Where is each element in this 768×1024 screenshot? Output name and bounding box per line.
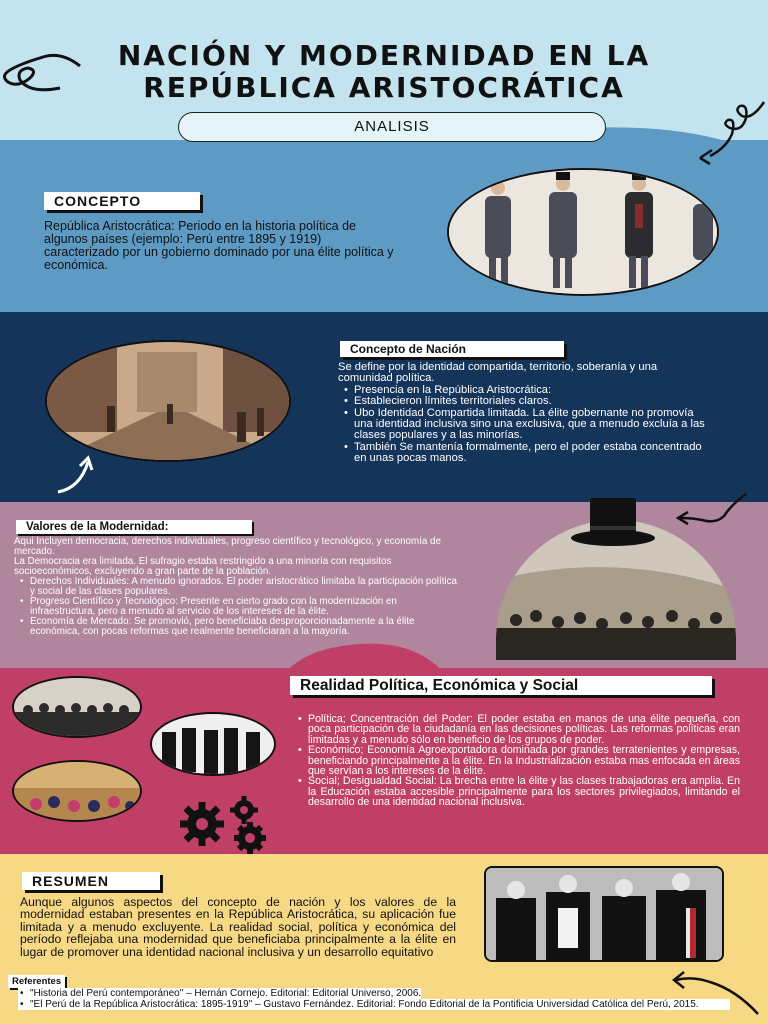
list-item: • Establecieron límites territoriales claros. (342, 396, 712, 407)
subtitle-pill: ANALISIS (178, 112, 606, 142)
list-item: • Economía de Mercado: Se promovió, pero beneficiaba desproporcionadamente a la élite económica, con pocas reformas que realmente beneficiaran a la mayoría. (18, 617, 458, 637)
nacion-intro: Se define por la identidad compartida, territorio, soberanía y una comunidad política. (338, 361, 658, 385)
realidad-list (296, 714, 740, 808)
list-item: • Social; Desigualdad Social: La brecha entre la élite y las clases trabajadoras era amplia. En la Educación estaba accesible principalmente para los sectores privilegiados, limitando el desarrollo de una identidad nacional inclusiva. (296, 776, 740, 807)
gears-icon (172, 794, 284, 854)
title-line-1: NACIÓN Y MODERNIDAD EN LA (117, 39, 651, 72)
reference-item (18, 999, 730, 1010)
arrow-valores-icon (672, 490, 750, 530)
list-item: • Progreso Científico y Tecnológico: Presente en cierto grado con la modernización en infraestructura, pero a menudo al servicio de los intereses de la élite. (18, 597, 458, 617)
officials-illustration (486, 868, 724, 962)
resumen-text: Aunque algunos aspectos del concepto de nación y los valores de la modernidad estaban presentes en la República Aristocrática, su aplicación fue limitada y a menudo excluyente. La realidad social, política y económica del período reflejaba una modernidad que beneficiaba principalmente a la élite en lugar de promover una identidad nacional inclusiva y un desarrollo equitativo (20, 895, 456, 959)
gentlemen-illustration (449, 170, 719, 296)
page-title (0, 40, 768, 104)
nacion-body (338, 362, 712, 465)
ballroom-photo (12, 760, 142, 822)
realidad-heading: Realidad Política, Económica y Social (290, 676, 712, 695)
references-items (18, 988, 730, 1010)
valores-intro-2: La Democracia era limitada. El sufragio estaba restringido a una minoría con requisitos socioeconómicos, excluyendo a gran parte de la población. (14, 556, 392, 577)
list-item: • Derechos Individuales: A menudo ignorados. El poder aristocrático limitaba la participación política y social de las clases populares. (18, 577, 458, 597)
concepto-text: República Aristocrática: Periodo en la historia política de algunos países (ejemplo: Perú entre 1895 y 1919) caracterizado por un gobierno dominado por una élite política y económica. (44, 219, 394, 272)
top-hat-icon (570, 496, 656, 548)
nacion-heading: Concepto de Nación (340, 341, 564, 357)
nacion-list (342, 385, 712, 465)
title-line-2: REPÚBLICA ARISTOCRÁTICA (143, 71, 625, 104)
list-item: • Ubo Identidad Compartida limitada. La élite gobernante no promovía una identidad inclusiva sino una exclusiva, que a menudo excluía a las clases populares y a las minorías. (342, 408, 712, 442)
valores-intro-1: Aqui Incluyen democracia, derechos individuales, progreso científico y tecnológico, y economía de mercado. (14, 536, 441, 557)
list-item: • También Se mantenía formalmente, pero el poder estaba concentrado en unas pocas manos. (342, 442, 712, 465)
arrow-nacion-icon (54, 452, 94, 496)
reference-text: "Historia del Perú contemporáneo" – Hernán Cornejo. Editorial: Editorial Universo, 2006. (30, 988, 422, 999)
soldiers-photo (150, 712, 276, 776)
street-photo (45, 340, 291, 462)
reference-text: "El Perú de la República Aristocrática: 1895-1919" – Gustavo Fernández. Editorial: Fondo Editorial de la Pontificia Universidad Católica del Perú, 2015. (30, 999, 699, 1010)
list-item: • Política; Concentración del Poder: El poder estaba en manos de una élite pequeña, con poca participación de la ciudadanía en las decisiones políticas. Las reformas políticas eran limitadas y a menudo sólo en beneficio de los grupos de poder. (296, 714, 740, 745)
assembly-photo (12, 676, 142, 738)
valores-body (14, 537, 458, 637)
soldiers-illustration (152, 714, 276, 776)
gentlemen-photo (447, 168, 719, 296)
officials-photo (484, 866, 724, 962)
resumen-heading: RESUMEN (22, 872, 160, 890)
list-item: • Económico; Economía Agroexportadora dominada por grandes terratenientes y empresas, beneficiando principalmente a la élite. En la Industrialización estaba mas enfocada en áreas que servían a los intereses de la élite. (296, 745, 740, 776)
concepto-heading: CONCEPTO (44, 192, 200, 210)
references-heading: Referentes (8, 975, 65, 988)
valores-list (18, 577, 458, 637)
valores-heading: Valores de la Modernidad: (16, 520, 252, 534)
squiggle-right-decoration (690, 98, 768, 168)
street-illustration (47, 342, 291, 462)
references-list (18, 988, 730, 1010)
list-item: • Presencia en la República Aristocrática: (342, 385, 712, 396)
reference-item (18, 988, 421, 999)
realidad-body (296, 714, 740, 808)
